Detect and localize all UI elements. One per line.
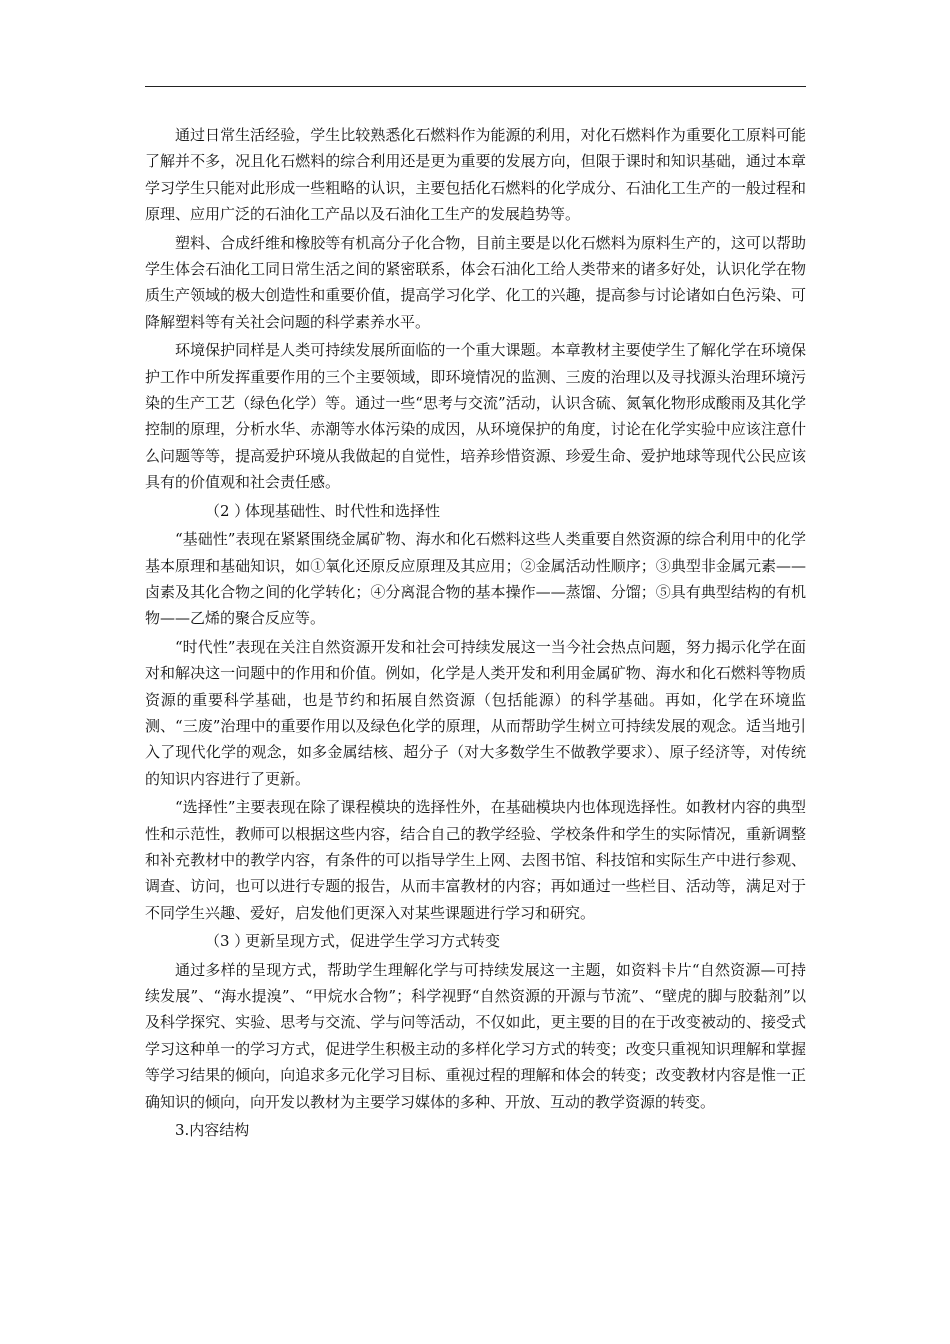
paragraph-selective: “选择性”主要表现在除了课程模块的选择性外，在基础模块内也体现选择性。如教材内容的典型性和示范性，教师可以根据这些内容，结合自己的教学经验、学校条件和学生的实际情况，重新调整和补充教材中的教学内容，有条件的可以指导学生上网、去图书馆、科技馆和实际生产中进行参观、调查、访问，也可以进行专题的报告，从而丰富教材的内容；再如通过一些栏目、活动等，满足对于不同学生兴趣、爱好，启发他们更深入对某些课题进行学习和研究。 [145,798,806,922]
heading-3-number: （3 ） [205,932,250,951]
body-text [145,122,806,1145]
heading-3 [145,928,806,954]
section-heading-content-structure: 3.内容结构 [175,1121,250,1140]
heading-2-text: 体现基础性、时代性和选择性 [245,501,441,520]
paragraph-fossil-fuels: 通过日常生活经验，学生比较熟悉化石燃料作为能源的利用，对化石燃料作为重要化工原料可能了解并不多，况且化石燃料的综合利用还是更为重要的发展方向，但限于课时和知识基础，通过本章学习学生只能对此形成一些粗略的认识，主要包括化石燃料的化学成分、石油化工生产的一般过程和原理、应用广泛的石油化工产品以及石油化工生产的发展趋势等。 [145,126,806,224]
paragraph-basic: “基础性”表现在紧紧围绕金属矿物、海水和化石燃料这些人类重要自然资源的综合利用中的化学基本原理和基础知识，如①氧化还原反应原理及其应用；②金属活动性顺序；③典型非金属元素——卤素及其化合物之间的化学转化；④分离混合物的基本操作——蒸馏、分馏；⑤具有典型结构的有机物——乙烯的聚合反应等。 [145,530,806,628]
heading-2-number: （2 ） [205,501,250,520]
paragraph-polymers: 塑料、合成纤维和橡胶等有机高分子化合物，目前主要是以化石燃料为原料生产的，这可以帮助学生体会石油化工同日常生活之间的紧密联系，体会石油化工给人类带来的诸多好处，认识化学在物质生产领域的极大创造性和重要价值，提高学习化学、化工的兴趣，提高参与讨论诸如白色污染、可降解塑料等有关社会问题的科学素养水平。 [145,233,806,331]
heading-2 [145,498,806,524]
paragraph-environment: 环境保护同样是人类可持续发展所面临的一个重大课题。本章教材主要使学生了解化学在环境保护工作中所发挥重要作用的三个主要领域，即环境情况的监测、三废的治理以及寻找源头治理环境污染的生产工艺（绿色化学）等。通过一些“思考与交流”活动，认识含硫、氮氧化物形成酸雨及其化学控制的原理，分析水华、赤潮等水体污染的成因，从环境保护的角度，讨论在化学实验中应该注意什么问题等等，提高爱护环境从我做起的自觉性，培养珍惜资源、珍爱生命、爱护地球等现代公民应该具有的价值观和社会责任感。 [145,341,806,492]
heading-3-text: 更新呈现方式，促进学生学习方式转变 [245,932,501,951]
paragraph-modern: “时代性”表现在关注自然资源开发和社会可持续发展这一当今社会热点问题，努力揭示化学在面对和解决这一问题中的作用和价值。例如，化学是人类开发和利用金属矿物、海水和化石燃料等物质资源的重要科学基础，也是节约和拓展自然资源（包括能源）的科学基础。再如，化学在环境监测、“三废”治理中的重要作用以及绿色化学的原理，从而帮助学生树立可持续发展的观念。适当地引入了现代化学的观念，如多金属结核、超分子（对大多数学生不做教学要求）、原子经济等，对传统的知识内容进行了更新。 [145,637,806,788]
header-rule [145,86,806,87]
paragraph-presentation: 通过多样的呈现方式，帮助学生理解化学与可持续发展这一主题，如资料卡片“自然资源—可持续发展”、“海水提溴”、“甲烷水合物”；科学视野“自然资源的开源与节流”、“壁虎的脚与胶黏剂”以及科学探究、实验、思考与交流、学与问等活动，不仅如此，更主要的目的在于改变被动的、接受式学习这种单一的学习方式，促进学生积极主动的多样化学习方式的转变；改变只重视知识理解和掌握等学习结果的倾向，向追求多元化学习目标、重视过程的理解和体会的转变；改变教材内容是惟一正确知识的倾向，向开发以教材为主要学习媒体的多种、开放、互动的教学资源的转变。 [145,960,806,1111]
